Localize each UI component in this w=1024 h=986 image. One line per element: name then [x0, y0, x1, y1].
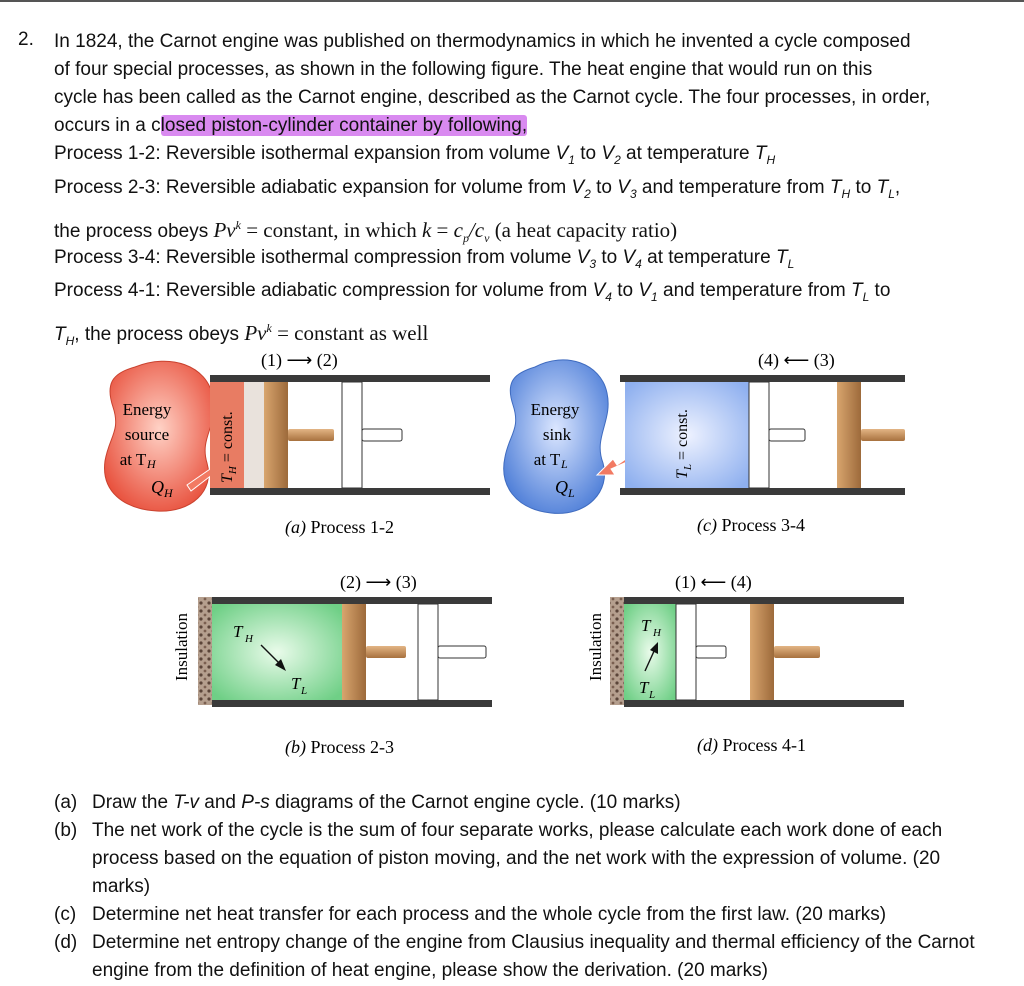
cylinder-c-top-wall: [620, 375, 905, 382]
heat-ql-sub: L: [568, 486, 575, 500]
panel-c-caption: (c) Process 3-4: [697, 515, 805, 535]
intro-line-4: occurs in a closed piston-cylinder container by following,: [54, 115, 528, 136]
question-text: [54, 28, 994, 348]
gas-b-region: [212, 604, 342, 700]
piston-b-rod-2: [366, 646, 406, 658]
gas-region: [244, 382, 264, 488]
piston-c-rod-3: [861, 429, 905, 441]
piston-rod-1: [288, 429, 334, 441]
sink-line-2: sink: [542, 425, 572, 444]
panel-b-caption: (b) Process 2-3: [285, 737, 394, 757]
panel-c-states: (4) ⟵ (3): [758, 350, 835, 370]
cylinder-b-bottom-wall: [212, 700, 492, 707]
source-line-1: Energy: [122, 400, 172, 419]
piston-state-2: [342, 382, 362, 488]
panel-a-states: (1) ⟶ (2): [261, 350, 338, 370]
highlighted-text: losed piston-cylinder container by following,: [160, 115, 528, 136]
panel-b-th: T: [233, 622, 243, 641]
top-rule: [0, 0, 1024, 2]
piston-d-rod-1: [696, 646, 726, 658]
process-2-3: Process 2-3: Reversible adiabatic expansion for volume from $V_2$ to $V_3$ and temperature from $T_H$ to $T_L$,: [54, 176, 901, 201]
cylinder-b-top-wall: [212, 597, 492, 604]
piston-c-state-3: [837, 382, 861, 488]
piston-d-state-1: [676, 604, 696, 700]
panel-b-th-sub: H: [245, 633, 253, 645]
panel-d-th: T: [641, 616, 651, 635]
cylinder-d-bottom-wall: [624, 700, 904, 707]
cylinder-top-wall: [210, 375, 490, 382]
panel-d-th-sub: H: [653, 627, 661, 639]
panel-b-states: (2) ⟶ (3): [340, 572, 417, 592]
hot-wall-label: $T_H$ = const.: [219, 411, 239, 483]
piston-b-rod-3: [438, 646, 486, 658]
process-4-1: Process 4-1: Reversible adiabatic compression for volume from $V_4$ to $V_1$ and temperature from $T_L$ to: [54, 280, 891, 305]
piston-b-state-2: [342, 604, 366, 700]
sink-line-1: Energy: [530, 400, 580, 419]
intro-line-3: cycle has been called as the Carnot engine, described as the Carnot cycle. The four processes, in order,: [54, 87, 931, 108]
process-3-4: Process 3-4: Reversible isothermal compression from volume $V_3$ to $V_4$ at temperature $T_L$: [54, 246, 795, 271]
insulation-b: [198, 597, 212, 705]
piston-d-state-4: [750, 604, 774, 700]
panel-b-insulation-label: Insulation: [172, 613, 191, 681]
source-sub: H: [147, 457, 156, 471]
process-4-1-equation: $T_H$, the process obeys $Pv^k$ = constant as well: [54, 321, 429, 348]
heat-ql: Q: [555, 477, 568, 497]
piston-d-rod-4: [774, 646, 820, 658]
panel-a-caption: (a) Process 1-2: [285, 517, 394, 537]
process-2-3-equation: the process obeys $Pv^k$ = constant, in which $k = c_p/c_v$ (a heat capacity ratio): [54, 217, 678, 245]
panel-d-states: (1) ⟵ (4): [675, 572, 752, 592]
source-line-2: source: [124, 425, 170, 444]
sink-line-3: at T: [533, 450, 561, 469]
panel-d-process-4-1: [586, 572, 904, 756]
cylinder-c-bottom-wall: [620, 488, 905, 495]
carnot-figure: [95, 345, 915, 765]
insulation-d: [610, 597, 624, 705]
source-line-3: at T: [119, 450, 147, 469]
piston-c-rod-4: [769, 429, 805, 441]
heat-qh: Q: [151, 477, 164, 497]
cold-wall-label: $T_L$ = const.: [674, 409, 694, 479]
intro-line-1: In 1824, the Carnot engine was published on thermodynamics in which he invented a cycle composed: [54, 31, 911, 52]
panel-d-tl-sub: L: [649, 689, 656, 701]
intro-line-2: of four special processes, as shown in the following figure. The heat engine that would run on this: [54, 59, 873, 80]
panel-d-insulation-label: Insulation: [586, 613, 605, 681]
panel-d-caption: (d) Process 4-1: [697, 735, 806, 755]
piston-c-state-4: [749, 382, 769, 488]
panel-b-process-2-3: [172, 572, 492, 758]
process-1-2: Process 1-2: Reversible isothermal expansion from volume $V_1$ to $V_2$ at temperature $T_H$: [54, 143, 776, 167]
panel-c-process-3-4: [504, 350, 905, 536]
panel-a-process-1-2: [105, 350, 490, 538]
heat-qh-sub: H: [164, 486, 173, 500]
cylinder-d-top-wall: [624, 597, 904, 604]
piston-rod-2: [362, 429, 402, 441]
panel-d-tl: T: [639, 678, 649, 697]
piston-state-1: [264, 382, 288, 488]
panel-b-tl-sub: L: [301, 685, 308, 697]
piston-b-state-3: [418, 604, 438, 700]
panel-b-tl: T: [291, 674, 301, 693]
sink-sub: L: [561, 457, 568, 471]
cylinder-bottom-wall: [210, 488, 490, 495]
question-number: 2.: [18, 29, 34, 50]
